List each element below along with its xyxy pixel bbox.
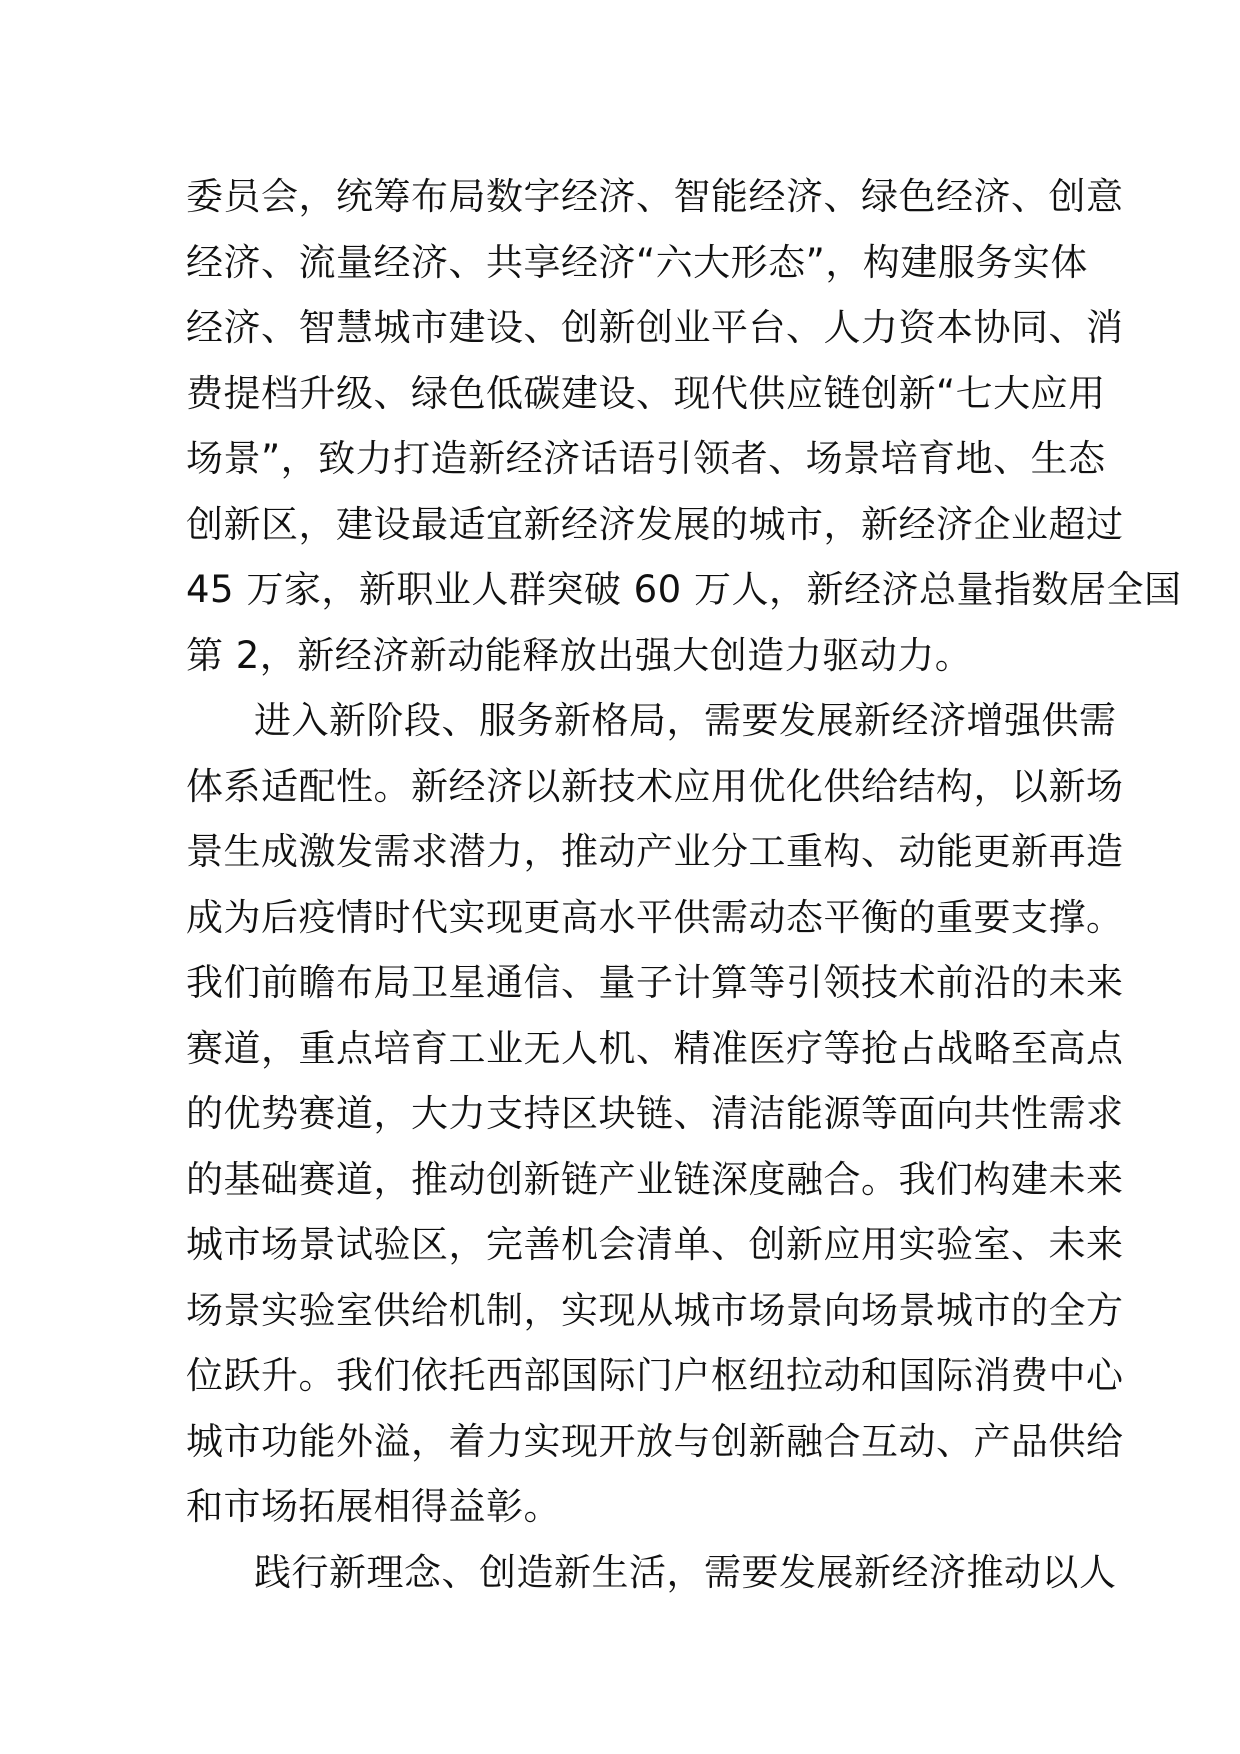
paragraph-1-line-6: 创新区，建设最适宜新经济发展的城市，新经济企业超过 [186,502,1124,546]
paragraph-1-line-4: 费提档升级、绿色低碳建设、现代供应链创新“七大应用 [186,371,1106,415]
paragraph-1-line-7: 45 万家，新职业人群突破 60 万人，新经济总量指数居全国 [186,568,1182,611]
paragraph-2-line-12: 城市功能外溢，着力实现开放与创新融合互动、产品供给 [186,1419,1124,1463]
paragraph-2-line-4: 成为后疫情时代实现更高水平供需动态平衡的重要支撑。 [186,895,1124,939]
paragraph-2-line-6: 赛道，重点培育工业无人机、精准医疗等抢占战略至高点 [186,1026,1124,1070]
paragraph-1-line-1: 委员会，统筹布局数字经济、智能经济、绿色经济、创意 [186,175,1124,218]
paragraph-1-line-3: 经济、智慧城市建设、创新创业平台、人力资本协同、消 [186,306,1124,349]
paragraph-2-line-1: 进入新阶段、服务新格局，需要发展新经济增强供需 [254,699,1117,742]
paragraph-1-line-2: 经济、流量经济、共享经济“六大形态”，构建服务实体 [186,240,1088,284]
paragraph-2-line-10: 场景实验室供给机制，实现从城市场景向场景城市的全方 [186,1288,1124,1332]
paragraph-2-line-8: 的基础赛道，推动创新链产业链深度融合。我们构建未来 [186,1157,1124,1201]
paragraph-2-line-11: 位跃升。我们依托西部国际门户枢纽拉动和国际消费中心 [186,1354,1124,1397]
paragraph-2-line-2: 体系适配性。新经济以新技术应用优化供给结构，以新场 [186,764,1124,808]
paragraph-2-line-9: 城市场景试验区，完善机会清单、创新应用实验室、未来 [186,1223,1124,1266]
paragraph-2-line-7: 的优势赛道，大力支持区块链、清洁能源等面向共性需求 [186,1092,1124,1135]
body-text [186,164,1182,1605]
paragraph-2-line-5: 我们前瞻布局卫星通信、量子计算等引领技术前沿的未来 [186,961,1124,1004]
paragraph-1-line-5: 场景”，致力打造新经济话语引领者、场景培育地、生态 [186,437,1106,480]
paragraph-2-line-3: 景生成激发需求潜力，推动产业分工重构、动能更新再造 [186,830,1124,873]
paragraph-3-line-1: 践行新理念、创造新生活，需要发展新经济推动以人 [254,1550,1117,1594]
paragraph-2-line-13: 和市场拓展相得益彰。 [186,1485,561,1528]
paragraph-1-line-8: 第 2，新经济新动能释放出强大创造力驱动力。 [186,633,973,677]
